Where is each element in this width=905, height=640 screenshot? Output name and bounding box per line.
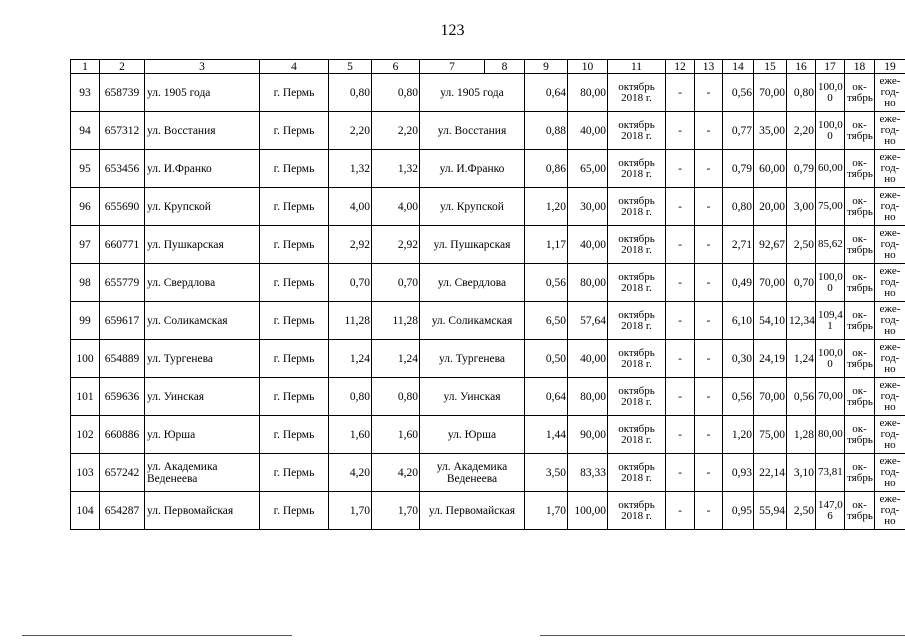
dash-cell: -	[666, 226, 695, 264]
street-cell: ул. Тургенева	[145, 340, 260, 378]
table-row	[71, 226, 905, 264]
value-cell: 60,00	[816, 150, 845, 188]
value-cell: 0,70	[372, 264, 420, 302]
value-cell: 3,50	[525, 454, 568, 492]
value-cell: 92,67	[754, 226, 787, 264]
code-cell: 654287	[100, 492, 145, 530]
header-row	[71, 60, 905, 74]
value-cell: 54,10	[754, 302, 787, 340]
value-cell: 0,64	[525, 378, 568, 416]
period-cell: октябрь 2018 г.	[608, 378, 666, 416]
value-cell: 70,00	[754, 378, 787, 416]
value-cell: 11,28	[372, 302, 420, 340]
frequency-cell: еже- год- но	[875, 112, 905, 150]
value-cell: 30,00	[568, 188, 608, 226]
value-cell: 2,71	[723, 226, 754, 264]
value-cell: 35,00	[754, 112, 787, 150]
frequency-cell: еже- год- но	[875, 264, 905, 302]
value-cell: 40,00	[568, 226, 608, 264]
row-number-cell: 94	[71, 112, 100, 150]
street-cell: ул. Юрша	[145, 416, 260, 454]
street-name-cell: ул. Восстания	[420, 112, 525, 150]
frequency-cell: еже- год- но	[875, 454, 905, 492]
period-cell: октябрь 2018 г.	[608, 340, 666, 378]
period-short-cell: ок- тябрь	[845, 492, 875, 530]
period-cell: октябрь 2018 г.	[608, 74, 666, 112]
street-cell: ул. И.Франко	[145, 150, 260, 188]
code-cell: 655690	[100, 188, 145, 226]
period-short-cell: ок- тябрь	[845, 74, 875, 112]
dash-cell: -	[666, 188, 695, 226]
period-cell: октябрь 2018 г.	[608, 454, 666, 492]
dash-cell: -	[666, 74, 695, 112]
value-cell: 80,00	[816, 416, 845, 454]
value-cell: 0,56	[787, 378, 816, 416]
header-cell: 8	[485, 60, 525, 74]
row-number-cell: 99	[71, 302, 100, 340]
street-name-cell: ул. Крупской	[420, 188, 525, 226]
value-cell: 40,00	[568, 112, 608, 150]
city-cell: г. Пермь	[260, 454, 329, 492]
table-row	[71, 492, 905, 530]
street-name-cell: ул. И.Франко	[420, 150, 525, 188]
dash-cell: -	[666, 302, 695, 340]
city-cell: г. Пермь	[260, 150, 329, 188]
header-cell: 2	[100, 60, 145, 74]
header-cell: 19	[875, 60, 905, 74]
value-cell: 60,00	[754, 150, 787, 188]
value-cell: 57,64	[568, 302, 608, 340]
value-cell: 0,70	[329, 264, 372, 302]
city-cell: г. Пермь	[260, 188, 329, 226]
street-cell: ул. Первомайская	[145, 492, 260, 530]
value-cell: 11,28	[329, 302, 372, 340]
header-cell: 17	[816, 60, 845, 74]
dash-cell: -	[695, 340, 723, 378]
value-cell: 0,86	[525, 150, 568, 188]
frequency-cell: еже- год- но	[875, 340, 905, 378]
street-cell: ул. Свердлова	[145, 264, 260, 302]
row-number-cell: 103	[71, 454, 100, 492]
value-cell: 100,00	[568, 492, 608, 530]
value-cell: 1,24	[329, 340, 372, 378]
code-cell: 660886	[100, 416, 145, 454]
dash-cell: -	[695, 112, 723, 150]
value-cell: 40,00	[568, 340, 608, 378]
value-cell: 100,0 0	[816, 112, 845, 150]
dash-cell: -	[695, 226, 723, 264]
street-cell: ул. Уинская	[145, 378, 260, 416]
value-cell: 85,62	[816, 226, 845, 264]
value-cell: 100,0 0	[816, 74, 845, 112]
table-row	[71, 302, 905, 340]
value-cell: 0,30	[723, 340, 754, 378]
value-cell: 2,20	[372, 112, 420, 150]
street-cell: ул. Восстания	[145, 112, 260, 150]
frequency-cell: еже- год- но	[875, 188, 905, 226]
value-cell: 0,77	[723, 112, 754, 150]
period-cell: октябрь 2018 г.	[608, 226, 666, 264]
value-cell: 0,80	[787, 74, 816, 112]
row-number-cell: 95	[71, 150, 100, 188]
code-cell: 657312	[100, 112, 145, 150]
value-cell: 0,70	[787, 264, 816, 302]
value-cell: 70,00	[816, 378, 845, 416]
city-cell: г. Пермь	[260, 492, 329, 530]
value-cell: 73,81	[816, 454, 845, 492]
table-row	[71, 378, 905, 416]
value-cell: 22,14	[754, 454, 787, 492]
value-cell: 6,10	[723, 302, 754, 340]
row-number-cell: 96	[71, 188, 100, 226]
header-cell: 1	[71, 60, 100, 74]
row-number-cell: 104	[71, 492, 100, 530]
value-cell: 100,0 0	[816, 264, 845, 302]
scan-edge-line	[22, 635, 292, 636]
code-cell: 654889	[100, 340, 145, 378]
street-cell: ул. Академика Веденеева	[145, 454, 260, 492]
period-cell: октябрь 2018 г.	[608, 302, 666, 340]
period-short-cell: ок- тябрь	[845, 454, 875, 492]
value-cell: 147,0 6	[816, 492, 845, 530]
value-cell: 20,00	[754, 188, 787, 226]
street-name-cell: ул. Уинская	[420, 378, 525, 416]
value-cell: 2,50	[787, 226, 816, 264]
value-cell: 4,00	[372, 188, 420, 226]
period-cell: октябрь 2018 г.	[608, 492, 666, 530]
frequency-cell: еже- год- но	[875, 74, 905, 112]
code-cell: 659617	[100, 302, 145, 340]
table-row	[71, 340, 905, 378]
city-cell: г. Пермь	[260, 416, 329, 454]
value-cell: 0,80	[723, 188, 754, 226]
value-cell: 0,88	[525, 112, 568, 150]
header-cell: 5	[329, 60, 372, 74]
street-name-cell: ул. Первомайская	[420, 492, 525, 530]
value-cell: 0,80	[329, 74, 372, 112]
value-cell: 0,79	[723, 150, 754, 188]
header-cell: 6	[372, 60, 420, 74]
value-cell: 1,32	[372, 150, 420, 188]
dash-cell: -	[695, 492, 723, 530]
header-cell: 14	[723, 60, 754, 74]
frequency-cell: еже- год- но	[875, 378, 905, 416]
city-cell: г. Пермь	[260, 74, 329, 112]
value-cell: 80,00	[568, 74, 608, 112]
header-cell: 7	[420, 60, 485, 74]
period-short-cell: ок- тябрь	[845, 188, 875, 226]
value-cell: 2,50	[787, 492, 816, 530]
dash-cell: -	[666, 454, 695, 492]
city-cell: г. Пермь	[260, 302, 329, 340]
value-cell: 1,70	[329, 492, 372, 530]
value-cell: 1,17	[525, 226, 568, 264]
frequency-cell: еже- год- но	[875, 416, 905, 454]
street-cell: ул. 1905 года	[145, 74, 260, 112]
code-cell: 655779	[100, 264, 145, 302]
dash-cell: -	[666, 492, 695, 530]
table-row	[71, 264, 905, 302]
frequency-cell: еже- год- но	[875, 492, 905, 530]
dash-cell: -	[695, 188, 723, 226]
street-cell: ул. Крупской	[145, 188, 260, 226]
value-cell: 1,24	[787, 340, 816, 378]
period-short-cell: ок- тябрь	[845, 378, 875, 416]
value-cell: 1,32	[329, 150, 372, 188]
row-number-cell: 93	[71, 74, 100, 112]
value-cell: 80,00	[568, 378, 608, 416]
header-cell: 11	[608, 60, 666, 74]
table-row	[71, 150, 905, 188]
period-cell: октябрь 2018 г.	[608, 150, 666, 188]
street-cell: ул. Пушкарская	[145, 226, 260, 264]
row-number-cell: 102	[71, 416, 100, 454]
value-cell: 0,95	[723, 492, 754, 530]
value-cell: 65,00	[568, 150, 608, 188]
value-cell: 4,20	[329, 454, 372, 492]
street-name-cell: ул. Соликамская	[420, 302, 525, 340]
value-cell: 2,92	[372, 226, 420, 264]
street-name-cell: ул. Юрша	[420, 416, 525, 454]
value-cell: 1,44	[525, 416, 568, 454]
value-cell: 6,50	[525, 302, 568, 340]
dash-cell: -	[695, 416, 723, 454]
value-cell: 1,24	[372, 340, 420, 378]
value-cell: 1,20	[525, 188, 568, 226]
street-name-cell: ул. Тургенева	[420, 340, 525, 378]
value-cell: 12,34	[787, 302, 816, 340]
dash-cell: -	[695, 150, 723, 188]
value-cell: 0,56	[723, 378, 754, 416]
scan-edge-line	[540, 635, 905, 636]
city-cell: г. Пермь	[260, 378, 329, 416]
value-cell: 0,80	[329, 378, 372, 416]
value-cell: 83,33	[568, 454, 608, 492]
header-cell: 16	[787, 60, 816, 74]
value-cell: 90,00	[568, 416, 608, 454]
street-name-cell: ул. 1905 года	[420, 74, 525, 112]
dash-cell: -	[666, 112, 695, 150]
value-cell: 2,20	[787, 112, 816, 150]
value-cell: 70,00	[754, 74, 787, 112]
row-number-cell: 97	[71, 226, 100, 264]
row-number-cell: 101	[71, 378, 100, 416]
value-cell: 0,56	[723, 74, 754, 112]
value-cell: 1,20	[723, 416, 754, 454]
street-name-cell: ул. Пушкарская	[420, 226, 525, 264]
header-cell: 13	[695, 60, 723, 74]
row-number-cell: 98	[71, 264, 100, 302]
value-cell: 80,00	[568, 264, 608, 302]
dash-cell: -	[695, 454, 723, 492]
page-number: 123	[440, 22, 465, 39]
value-cell: 75,00	[754, 416, 787, 454]
value-cell: 0,56	[525, 264, 568, 302]
value-cell: 0,93	[723, 454, 754, 492]
street-name-cell: ул. Академика Веденеева	[420, 454, 525, 492]
value-cell: 55,94	[754, 492, 787, 530]
value-cell: 0,79	[787, 150, 816, 188]
header-cell: 15	[754, 60, 787, 74]
code-cell: 658739	[100, 74, 145, 112]
period-cell: октябрь 2018 г.	[608, 112, 666, 150]
row-number-cell: 100	[71, 340, 100, 378]
code-cell: 657242	[100, 454, 145, 492]
value-cell: 0,64	[525, 74, 568, 112]
header-cell: 4	[260, 60, 329, 74]
roads-table	[70, 59, 905, 530]
frequency-cell: еже- год- но	[875, 150, 905, 188]
period-short-cell: ок- тябрь	[845, 112, 875, 150]
value-cell: 75,00	[816, 188, 845, 226]
dash-cell: -	[666, 150, 695, 188]
street-name-cell: ул. Свердлова	[420, 264, 525, 302]
value-cell: 1,60	[329, 416, 372, 454]
table-row	[71, 454, 905, 492]
value-cell: 0,80	[372, 378, 420, 416]
value-cell: 24,19	[754, 340, 787, 378]
city-cell: г. Пермь	[260, 112, 329, 150]
value-cell: 4,00	[329, 188, 372, 226]
frequency-cell: еже- год- но	[875, 226, 905, 264]
header-cell: 18	[845, 60, 875, 74]
header-cell: 10	[568, 60, 608, 74]
table-row	[71, 112, 905, 150]
dash-cell: -	[695, 264, 723, 302]
dash-cell: -	[666, 416, 695, 454]
table-row	[71, 188, 905, 226]
dash-cell: -	[666, 378, 695, 416]
period-short-cell: ок- тябрь	[845, 226, 875, 264]
period-short-cell: ок- тябрь	[845, 416, 875, 454]
city-cell: г. Пермь	[260, 226, 329, 264]
period-cell: октябрь 2018 г.	[608, 188, 666, 226]
table-row	[71, 74, 905, 112]
period-short-cell: ок- тябрь	[845, 302, 875, 340]
street-cell: ул. Соликамская	[145, 302, 260, 340]
period-short-cell: ок- тябрь	[845, 264, 875, 302]
value-cell: 4,20	[372, 454, 420, 492]
value-cell: 3,10	[787, 454, 816, 492]
code-cell: 653456	[100, 150, 145, 188]
header-cell: 3	[145, 60, 260, 74]
code-cell: 660771	[100, 226, 145, 264]
value-cell: 1,60	[372, 416, 420, 454]
city-cell: г. Пермь	[260, 264, 329, 302]
header-cell: 9	[525, 60, 568, 74]
dash-cell: -	[695, 74, 723, 112]
value-cell: 1,70	[525, 492, 568, 530]
value-cell: 0,50	[525, 340, 568, 378]
city-cell: г. Пермь	[260, 340, 329, 378]
period-short-cell: ок- тябрь	[845, 340, 875, 378]
value-cell: 1,70	[372, 492, 420, 530]
period-short-cell: ок- тябрь	[845, 150, 875, 188]
dash-cell: -	[695, 378, 723, 416]
value-cell: 1,28	[787, 416, 816, 454]
header-cell: 12	[666, 60, 695, 74]
value-cell: 2,20	[329, 112, 372, 150]
dash-cell: -	[666, 340, 695, 378]
period-cell: октябрь 2018 г.	[608, 416, 666, 454]
table-row	[71, 416, 905, 454]
value-cell: 109,4 1	[816, 302, 845, 340]
dash-cell: -	[695, 302, 723, 340]
value-cell: 0,80	[372, 74, 420, 112]
value-cell: 3,00	[787, 188, 816, 226]
code-cell: 659636	[100, 378, 145, 416]
dash-cell: -	[666, 264, 695, 302]
value-cell: 0,49	[723, 264, 754, 302]
value-cell: 100,0 0	[816, 340, 845, 378]
value-cell: 2,92	[329, 226, 372, 264]
frequency-cell: еже- год- но	[875, 302, 905, 340]
value-cell: 70,00	[754, 264, 787, 302]
period-cell: октябрь 2018 г.	[608, 264, 666, 302]
